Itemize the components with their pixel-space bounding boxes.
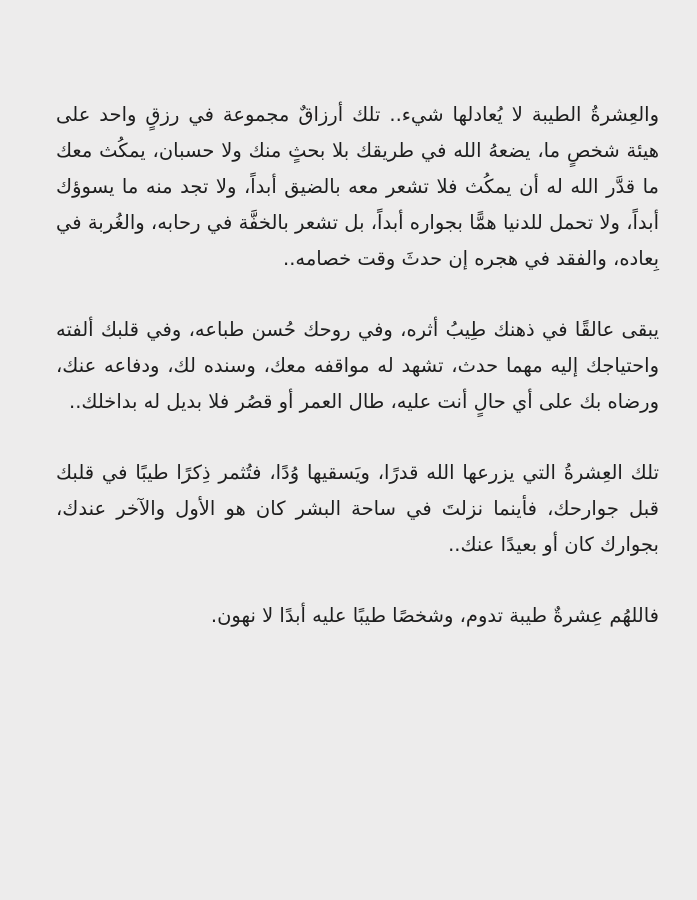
paragraph-2: يبقى عالقًا في ذهنك طِيبُ أثره، وفي روحك حُسن طباعه، وفي قلبك ألفته واحتياجك إليه مهما حدث، تشهد له مواقفه معك، وسنده لك، ودفاعه عنك، ورضاه بك على أي حالٍ أنت عليه، طال العمر أو قصُر فلا بديل له بداخلك.. bbox=[56, 318, 659, 413]
paragraph-3: تلك العِشرةُ التي يزرعها الله قدرًا، ويَسقيها وُدًا، فتُثمر ذِكرًا طيبًا في قلبك قبل جوارحك، فأينما نزلتَ في ساحة البشر كان هو الأول والآخر عندك، بجوارك كان أو بعيدًا عنك.. bbox=[56, 461, 659, 556]
paragraph-gap bbox=[56, 277, 659, 312]
paragraph-gap bbox=[56, 420, 659, 455]
text-body bbox=[56, 97, 659, 634]
paragraph-4: فاللهُم عِشرةٌ طيبة تدوم، وشخصًا طيبًا عليه أبدًا لا نهون. bbox=[210, 604, 659, 627]
paragraph-gap bbox=[56, 563, 659, 598]
paragraph-1: والعِشرةُ الطيبة لا يُعادلها شيء.. تلك أرزاقٌ مجموعة في رزقٍ واحد على هيئة شخصٍ ما، يضعهُ الله في طريقك بلا بحثٍ منك ولا حسبان، يمكُث معك ما قدَّر الله له أن يمكُث فلا تشعر معه بالضيق أبداً، ولا تجد منه ما يسوؤك أبداً، ولا تحمل للدنيا همًّا بجواره أبداً، بل تشعر بالخفَّة في رحابه، والغُربة في بِعاده، والفقد في هجره إن حدثَ وقت خصامه.. bbox=[56, 103, 659, 270]
